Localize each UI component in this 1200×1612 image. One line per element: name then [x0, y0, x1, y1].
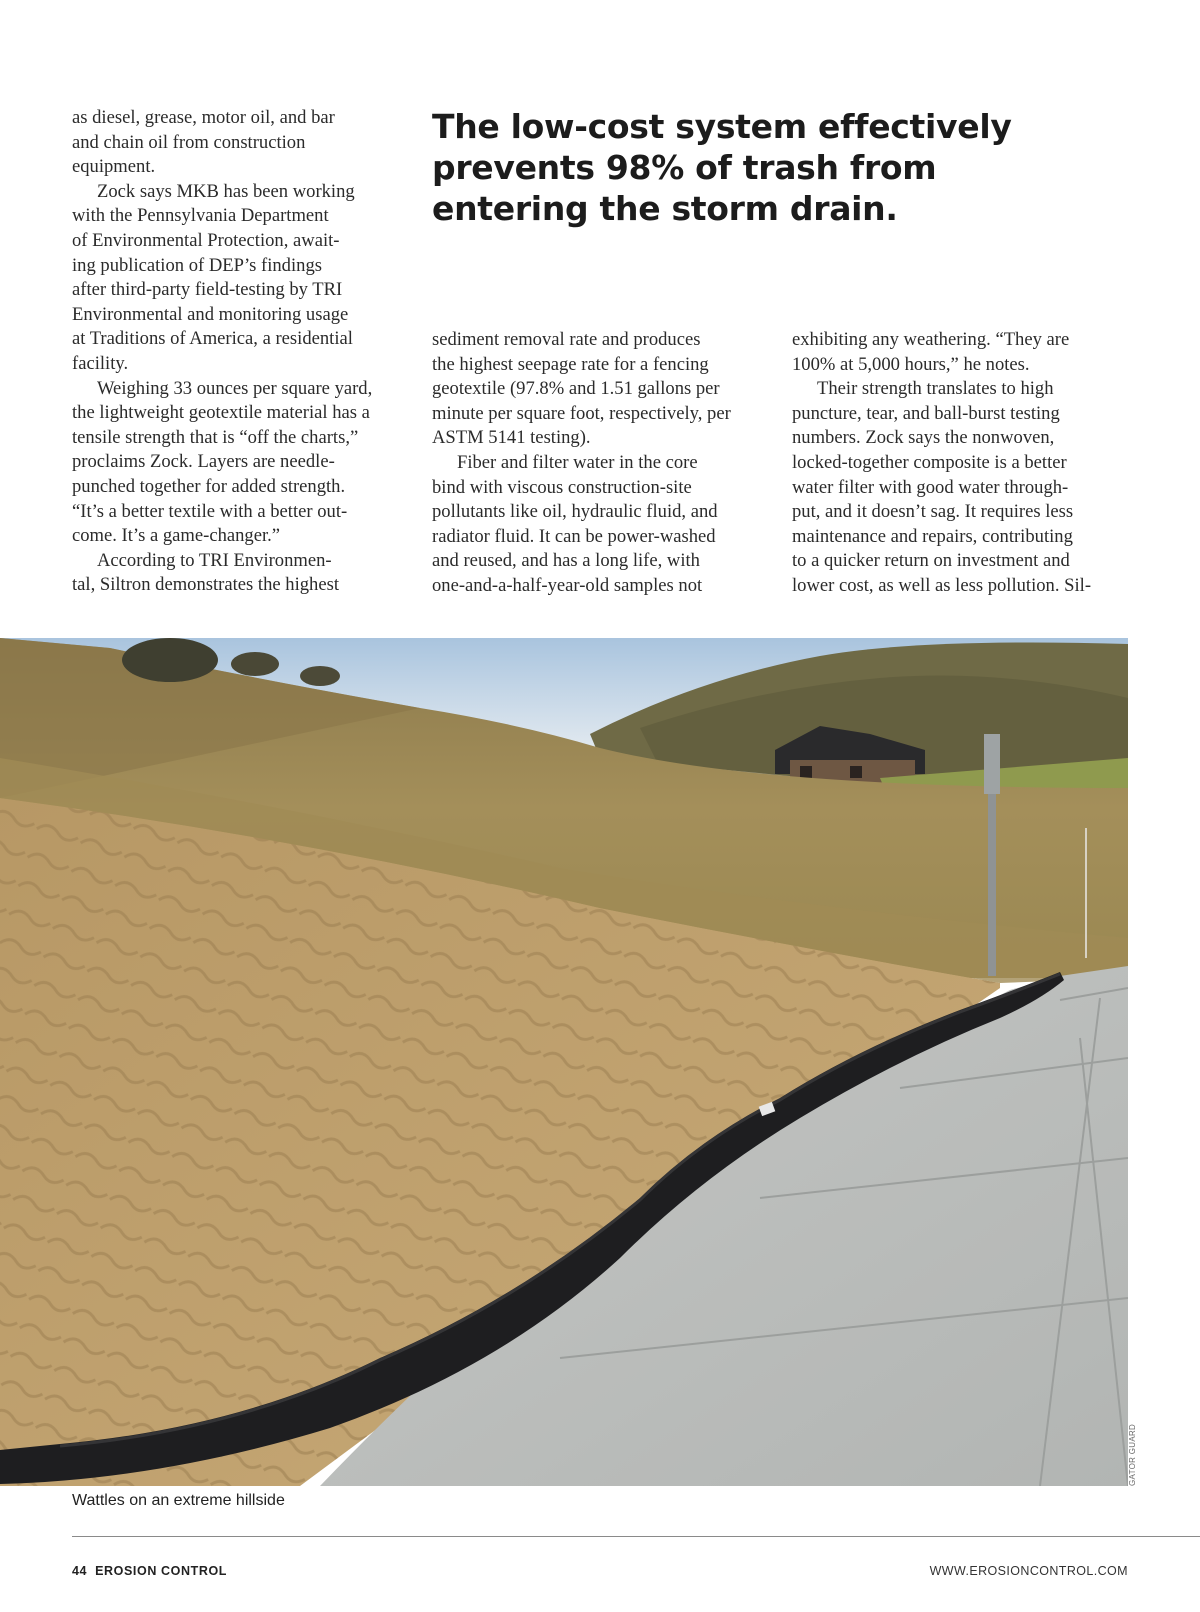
text-line: at Traditions of America, a residential: [72, 328, 353, 350]
text-line: and chain oil from construction: [72, 131, 306, 153]
photo-credit: GATOR GUARD: [1128, 1423, 1137, 1486]
text-line: exhibiting any weathering. “They are: [792, 329, 1070, 350]
text-line: to a quicker return on investment and: [792, 550, 1070, 572]
text-line: According to TRI Environmen-: [97, 549, 332, 571]
text-line: facility.: [72, 352, 129, 374]
text-line: bind with viscous construction-site: [432, 476, 692, 498]
text-line: one-and-a-half-year-old samples not: [432, 574, 703, 596]
text-line: numbers. Zock says the nonwoven,: [792, 427, 1055, 449]
article-column-3: [792, 328, 1130, 599]
page-number: 44: [72, 1564, 88, 1578]
text-line: water filter with good water through-: [792, 476, 1069, 498]
text-line: geotextile (97.8% and 1.51 gallons per: [432, 378, 720, 400]
text-line: “It’s a better textile with a better out-: [72, 500, 348, 522]
pull-quote-line: prevents 98% of trash from: [432, 148, 937, 187]
text-line: punched together for added strength.: [72, 475, 346, 497]
text-line: come. It’s a game-changer.”: [72, 525, 281, 547]
text-line: puncture, tear, and ball-burst testing: [792, 402, 1060, 424]
text-line: the highest seepage rate for a fencing: [432, 353, 709, 375]
text-line: the lightweight geotextile material has a: [72, 402, 370, 424]
text-line: maintenance and repairs, contributing: [792, 525, 1073, 547]
hillside-photo: [0, 638, 1128, 1486]
text-line: lower cost, as well as less pollution. Sil-: [792, 574, 1092, 596]
pull-quote: [432, 106, 1132, 229]
pull-quote-line: The low-cost system effectively: [432, 107, 1012, 146]
text-line: Environmental and monitoring usage: [72, 303, 349, 325]
footer-divider: [72, 1536, 1200, 1537]
text-line: Zock says MKB has been working: [97, 180, 355, 202]
text-line: Weighing 33 ounces per square yard,: [97, 377, 373, 399]
text-line: equipment.: [72, 156, 156, 178]
publication-name: EROSION CONTROL: [95, 1564, 228, 1578]
text-line: locked-together composite is a better: [792, 451, 1067, 473]
pull-quote-line: entering the storm drain.: [432, 189, 898, 228]
text-line: sediment removal rate and produces: [432, 329, 701, 350]
article-column-2: [432, 328, 770, 599]
photo-caption: Wattles on an extreme hillside: [72, 1492, 285, 1509]
text-line: pollutants like oil, hydraulic fluid, and: [432, 501, 718, 523]
text-line: with the Pennsylvania Department: [72, 205, 329, 227]
text-line: and reused, and has a long life, with: [432, 550, 700, 572]
text-line: radiator fluid. It can be power-washed: [432, 525, 716, 547]
text-line: minute per square foot, respectively, per: [432, 402, 731, 424]
text-line: as diesel, grease, motor oil, and bar: [72, 107, 335, 128]
text-line: 100% at 5,000 hours,” he notes.: [792, 353, 1030, 375]
hillside-photo-drawing: [0, 638, 1128, 1486]
text-line: proclaims Zock. Layers are needle-: [72, 451, 335, 473]
text-line: of Environmental Protection, await-: [72, 229, 340, 251]
text-line: ing publication of DEP’s findings: [72, 254, 322, 276]
text-line: Fiber and filter water in the core: [457, 451, 698, 473]
text-line: tensile strength that is “off the charts,”: [72, 426, 359, 448]
footer-folio: [72, 1564, 227, 1578]
article-column-1: [72, 106, 410, 598]
text-line: tal, Siltron demonstrates the highest: [72, 574, 339, 596]
text-line: ASTM 5141 testing).: [432, 427, 591, 449]
text-line: put, and it doesn’t sag. It requires less: [792, 501, 1074, 523]
text-line: after third-party field-testing by TRI: [72, 279, 343, 301]
footer-website: WWW.EROSIONCONTROL.COM: [929, 1564, 1128, 1578]
text-line: Their strength translates to high: [817, 378, 1054, 400]
